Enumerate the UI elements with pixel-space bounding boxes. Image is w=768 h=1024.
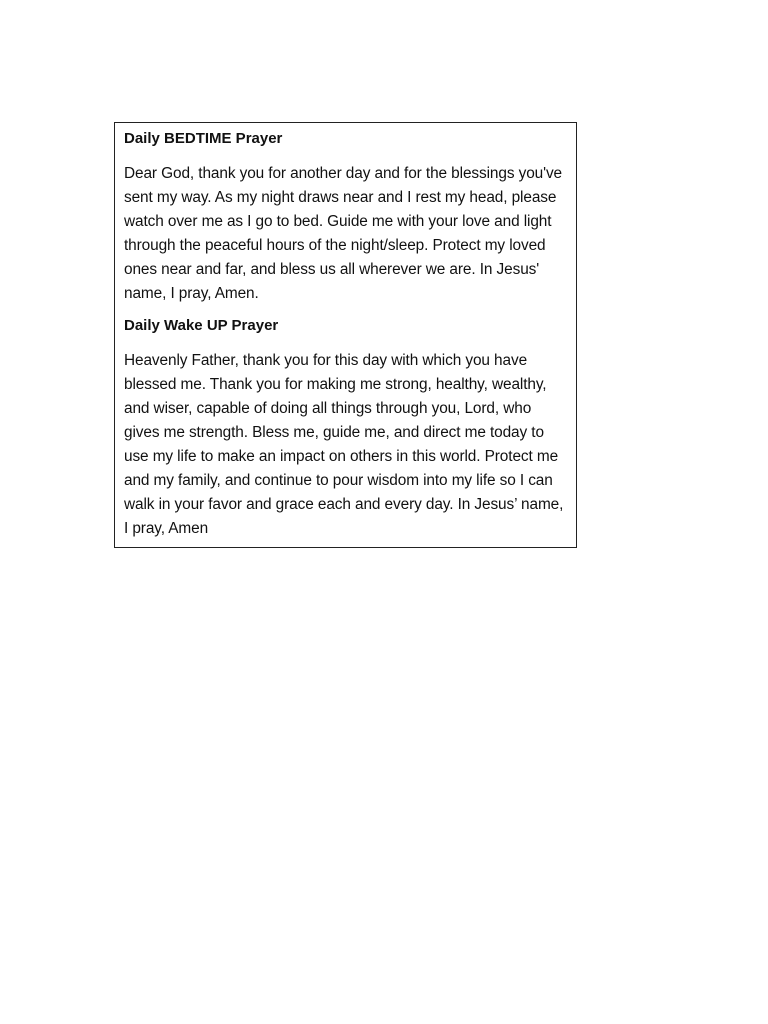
wakeup-prayer-text: Heavenly Father, thank you for this day with which you have blessed me. Thank you for making me strong, healthy, wealthy, and wiser, capable of doing all things through you, Lord, who gives me strength. Bless me, guide me, and direct me today to use my life to make an impact on others in this world. Protect me and my family, and continue to pour wisdom into my life so I can walk in your favor and grace each and every day. In Jesus’ name, I pray, Amen: [124, 352, 564, 537]
bedtime-prayer-text: Dear God, thank you for another day and for the blessings you've sent my way. As my night draws near and I rest my head, please watch over me as I go to bed. Guide me with your love and light through the peaceful hours of the night/sleep. Protect my loved ones near and far, and bless us all wherever we are. In Jesus' name, I pray, Amen.: [124, 165, 563, 302]
prayer-text-box: [114, 122, 577, 548]
bedtime-prayer-heading: Daily BEDTIME Prayer: [124, 130, 283, 147]
wakeup-prayer-heading: Daily Wake UP Prayer: [124, 317, 279, 334]
